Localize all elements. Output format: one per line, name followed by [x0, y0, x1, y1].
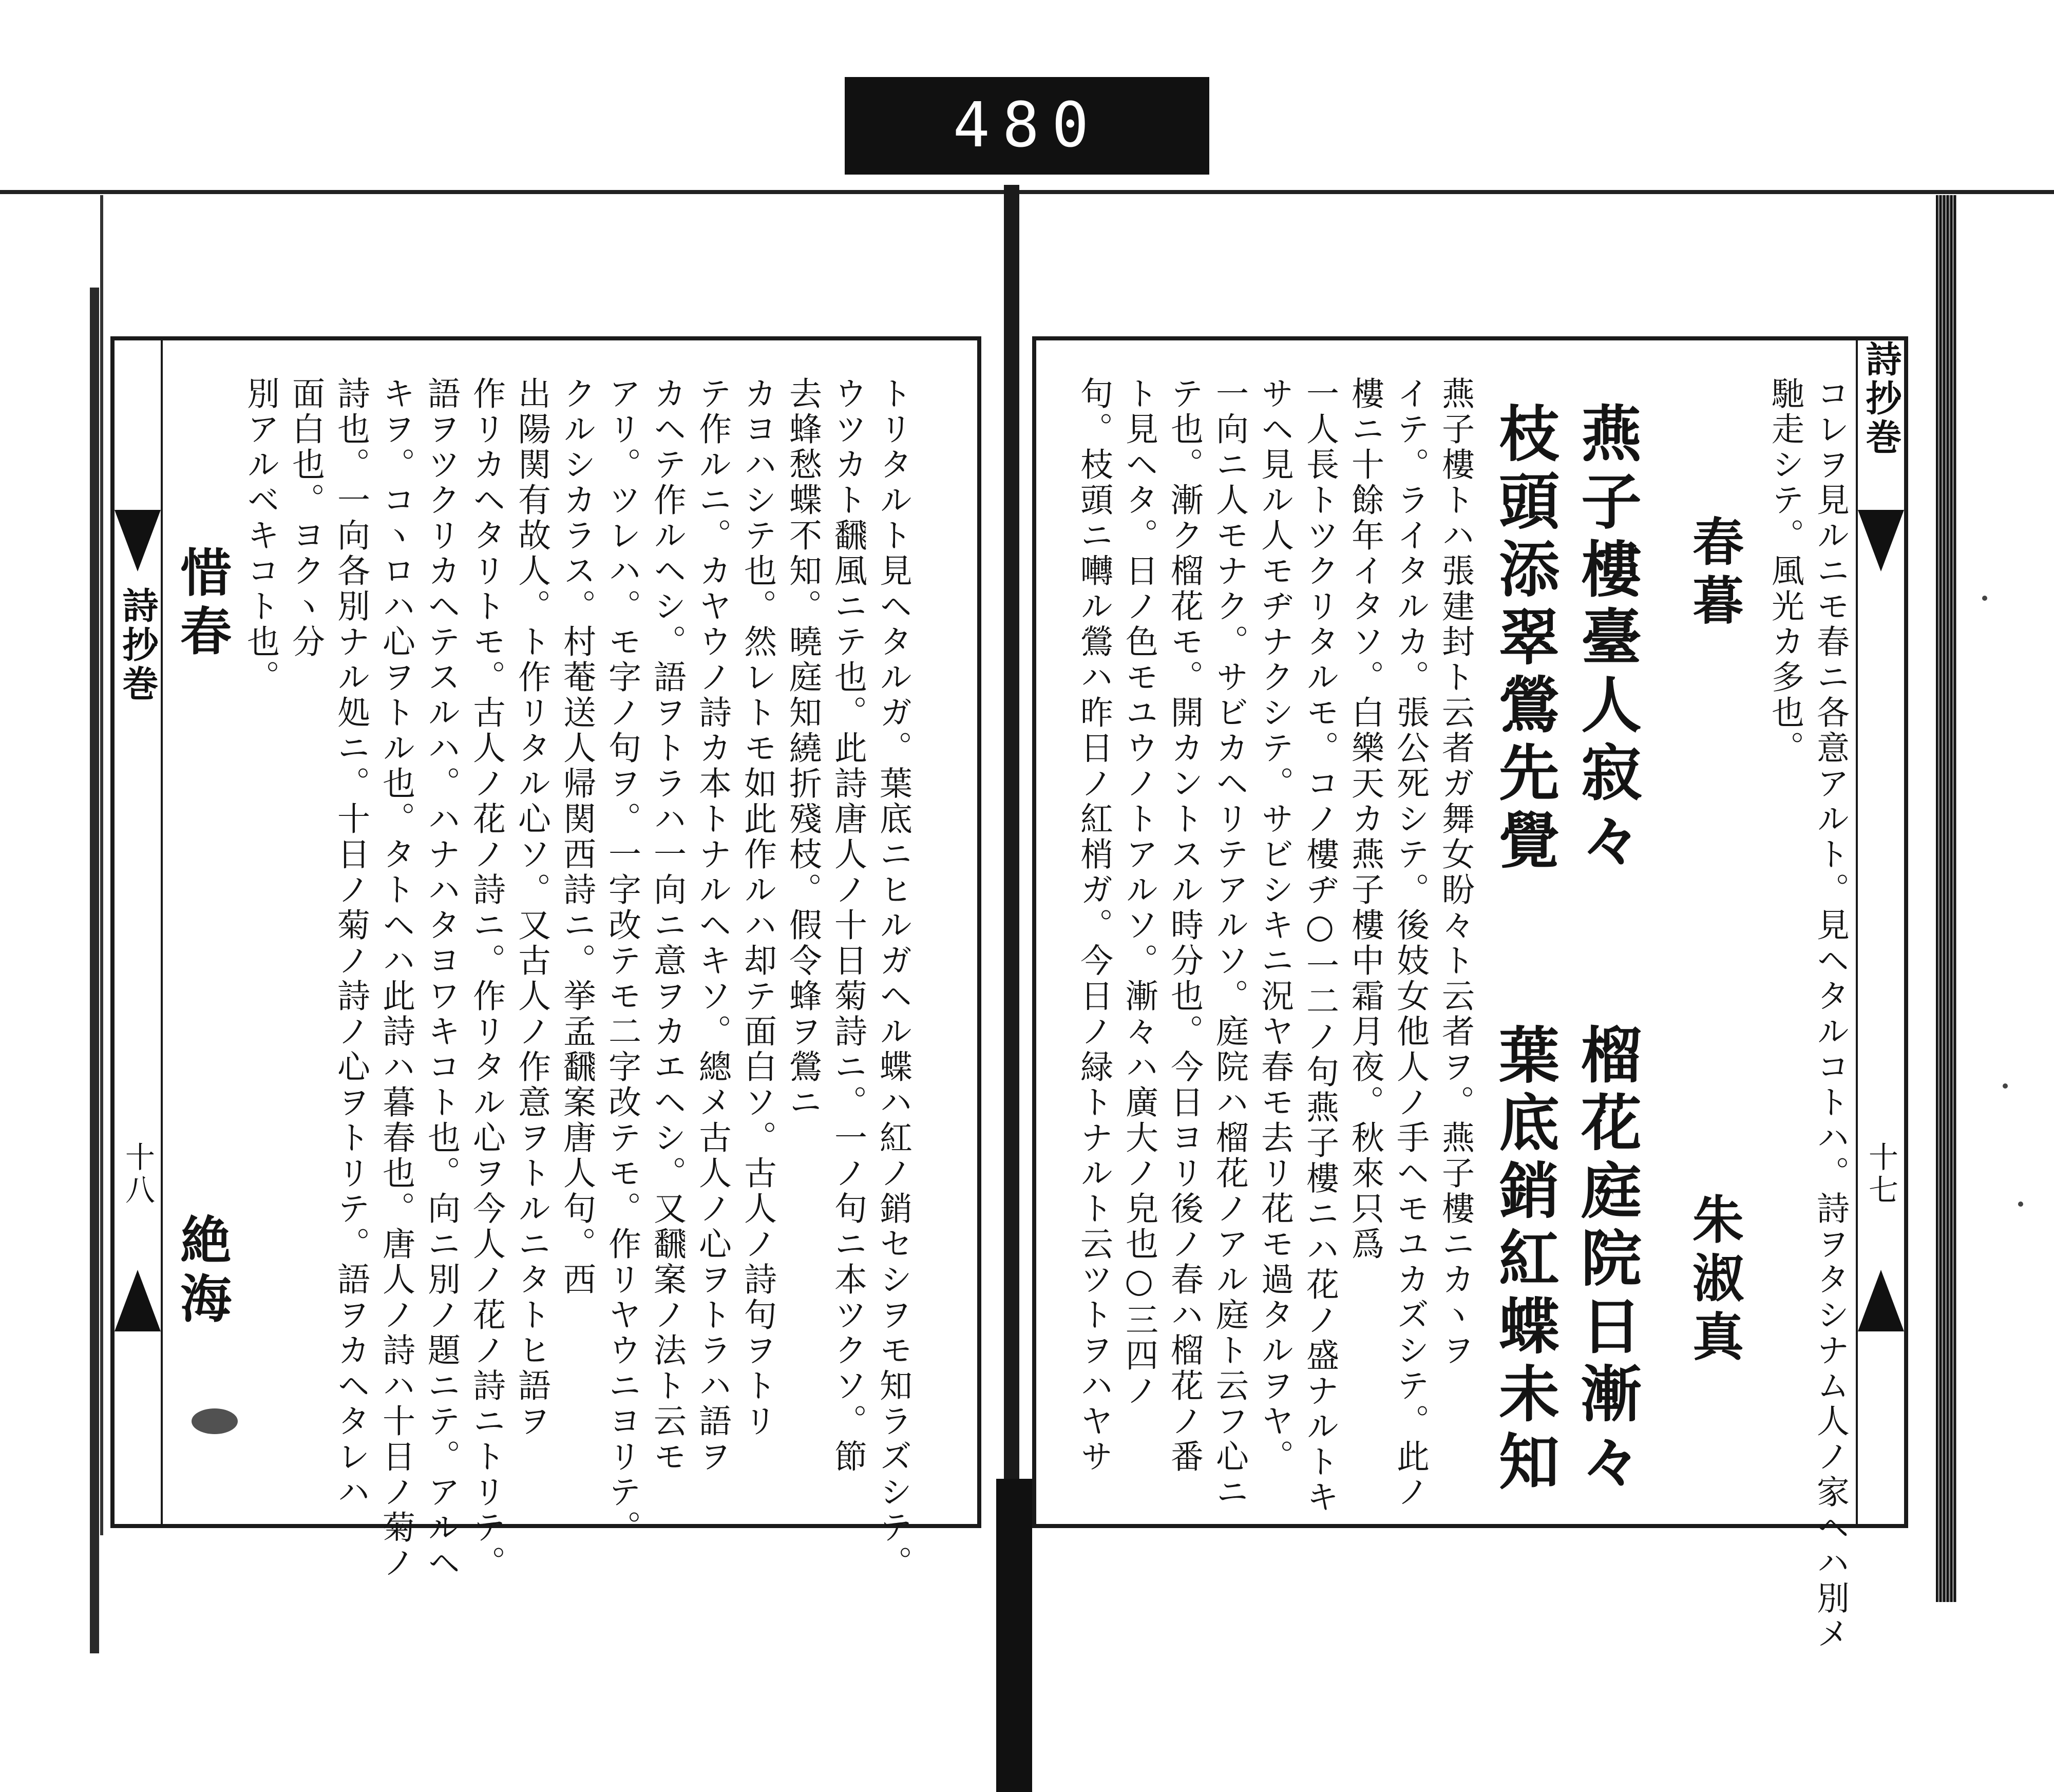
commentary-line: ウツカト飜風ニテ也。此詩唐人ノ十日菊詩ニ。一ノ句ニ本ツクソ。節 — [829, 376, 867, 1475]
page-edge-left — [90, 288, 99, 1653]
spine-tab — [996, 1479, 1032, 1792]
commentary-line: サヘ見ル人モヂナクシテ。サビシキニ況ヤ春モ去リ花モ過タルヲヤ。 — [1256, 376, 1294, 1475]
right-text-block — [1036, 340, 1858, 1652]
ink-smudge — [192, 1408, 238, 1434]
commentary-line: 面白也。ヨクヽ分 — [287, 376, 325, 660]
commentary-line: 一向ニ人モナク。サビカヘリテアルソ。庭院ハ榴花ノアル庭ト云フ心ニ — [1210, 376, 1248, 1510]
top-rule — [0, 190, 2054, 194]
commentary-line: キヲ。コヽロハ心ヲトル也。タトヘハ此詩ハ暮春也。唐人ノ詩ハ十日ノ菊ノ — [377, 376, 415, 1581]
commentary-line: アリ。ツレハ。モ字ノ句ヲ。一字改テモ二字改テモ。作リヤウニヨリテ。 — [603, 376, 641, 1546]
commentary-line: テ也。漸ク榴花モ。開カントスル時分也。今日ヨリ後ノ春ハ榴花ノ番 — [1165, 376, 1203, 1475]
commentary-line: 一人長トツクリタルモ。コノ樓ヂ○一二ノ句燕子樓ニハ花ノ盛ナルトキ — [1301, 376, 1339, 1515]
section-heading: 春暮 — [1684, 515, 1744, 632]
margin-speck — [2003, 1083, 2008, 1089]
book-spine — [1004, 185, 1019, 1540]
commentary-line: 去蜂愁蝶不知。曉庭知繞折殘枝。假令蜂ヲ鶯ニ — [784, 376, 822, 1120]
commentary-line: テ作ルニ。カヤウノ詩カ本トナルヘキソ。總メ古人ノ心ヲトラハ語ヲ — [693, 376, 731, 1475]
margin-speck — [1982, 596, 1987, 601]
intro-line: コレヲ見ルニモ春ニ各意アルト。見ヘタルコトハ。詩ヲタシナム人ノ家ヘハ別メ — [1811, 376, 1849, 1652]
commentary-line: ト見ヘタ。日ノ色モユウノトアルソ。漸々ハ廣大ノ皃也○三四ノ — [1120, 376, 1158, 1409]
poem-line-2: 榴花庭院日漸々 — [1571, 1023, 1642, 1498]
left-band-title: 詩抄巻 — [117, 587, 159, 704]
commentary-line: 出陽関有故人。ト作リタル心ソ。又古人ノ作意ヲトルニタトヒ語ヲ — [512, 376, 550, 1439]
fishtail-bottom — [1858, 1270, 1904, 1331]
next-poem-heading: 惜春 — [172, 546, 232, 663]
commentary-line: イテ。ライタルカ。張公死シテ。後妓女他人ノ手ヘモユカズシテ。此ノ — [1391, 376, 1429, 1510]
right-page-frame — [1032, 336, 1908, 1652]
shelfmark-label: 480 — [845, 77, 1209, 175]
commentary-line: 別アルベキコト也。 — [241, 376, 279, 695]
left-band-folio: 十八 — [120, 1141, 155, 1207]
commentary-line: カヨハシテ也。然レトモ如此作ルハ却テ面白ソ。古人ノ詩句ヲトリ — [738, 376, 776, 1439]
commentary-line: 語ヲツクリカヘテスルハ。ハナハタヨワキコト也。向ニ別ノ題ニテ。アルヘ — [422, 376, 460, 1581]
poem-line-4: 葉底銷紅蝶未知 — [1489, 1023, 1560, 1498]
fishtail-top — [1858, 510, 1904, 571]
commentary-line: 句。枝頭ニ囀ル鶯ハ昨日ノ紅梢ガ。今日ノ緑トナルト云ツトヲハヤサ — [1075, 376, 1113, 1475]
commentary-line: トリタルト見ヘタルガ。葉底ニヒルガヘル蝶ハ紅ノ銷セシヲモ知ラズシテ。 — [874, 376, 912, 1581]
page-edge-right — [1936, 195, 1956, 1602]
commentary-line: カヘテ作ルヘシ。語ヲトラハ一向ニ意ヲカエヘシ。又飜案ノ法ト云モ — [648, 376, 686, 1475]
commentary-line: 詩也。一向各別ナル処ニ。十日ノ菊ノ詩ノ心ヲトリテ。語ヲカヘタレハ — [332, 376, 370, 1510]
right-band-title: 詩抄巻 — [1860, 340, 1903, 457]
commentary-line: 作リカヘタリトモ。古人ノ花ノ詩ニ。作リタル心ヲ今人ノ花ノ詩ニトリテ。 — [467, 376, 505, 1581]
right-band-folio: 十七 — [1863, 1141, 1898, 1207]
intro-line: 馳走シテ。風光カ多也。 — [1766, 376, 1804, 766]
poem-line-1: 燕子樓臺人寂々 — [1571, 402, 1642, 876]
poet-name: 朱淑真 — [1684, 1193, 1744, 1368]
margin-speck — [2018, 1202, 2023, 1207]
next-poem-form: 絶海 — [172, 1213, 232, 1330]
left-page-frame — [110, 336, 981, 1581]
left-commentary — [115, 340, 957, 1581]
right-page-center-band — [1856, 340, 1906, 1524]
commentary-line: 樓ニ十餘年イタソ。白樂天カ燕子樓中霜月夜。秋來只爲 — [1346, 376, 1384, 1262]
commentary-line: クルシカラス。村菴送人帰関西詩ニ。挙孟飜案唐人句。西 — [558, 376, 596, 1298]
commentary-line: 燕子樓トハ張建封ト云者ガ舞女盼々ト云者ヲ。燕子樓ニカヽヲ — [1436, 376, 1474, 1368]
poem-line-3: 枝頭添翠鶯先覺 — [1489, 402, 1560, 876]
